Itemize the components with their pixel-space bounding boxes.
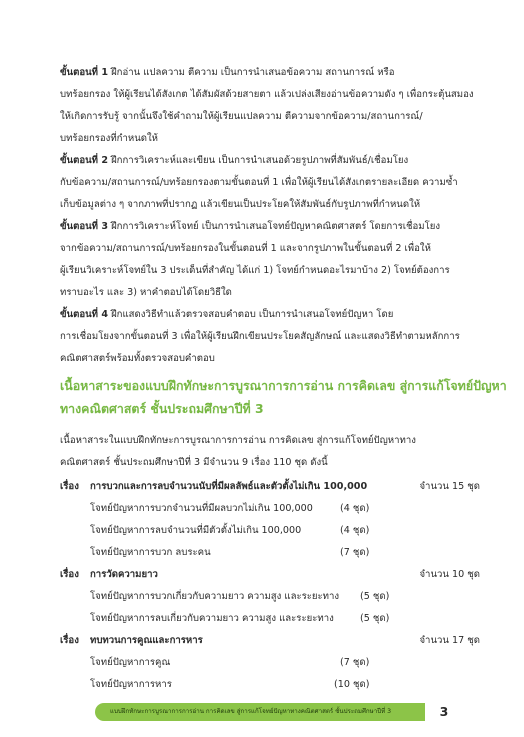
unit-label: เรื่อง: [60, 481, 79, 492]
footer-text: แบบฝึกทักษะการบูรณาการการอ่าน การคิดเลข สู่การแก้โจทย์ปัญหาทางคณิตศาสตร์ ชั้นประถมศึกษาปีที่ 3: [110, 708, 392, 715]
section-heading-line-1: เนื้อหาสาระของแบบฝึกทักษะการบูรณาการการอ่าน การคิดเลข สู่การแก้โจทย์ปัญหา: [60, 378, 507, 393]
problem-name: โจทย์ปัญหาการลบเกี่ยวกับความยาว ความสูง และระยะทาง: [90, 613, 334, 624]
problem-name: โจทย์ปัญหาการบวกจำนวนที่มีผลบวกไม่เกิน 100,000: [90, 503, 313, 514]
unit-count: จำนวน 17 ชุด: [419, 635, 480, 646]
step-2-line-2: กับข้อความ/สถานการณ์/บทร้อยกรองตามขั้นตอนที่ 1 เพื่อให้ผู้เรียนได้สังเกตรายละเอียด ความซ้ำ: [60, 177, 458, 188]
problem-qty: (4 ชุด): [340, 503, 370, 514]
step-3-line-1: ขั้นตอนที่ 3 ฝึกการวิเคราะห์โจทย์ เป็นการนำเสนอโจทย์ปัญหาคณิตศาสตร์ โดยการเชื่อมโยง: [60, 221, 441, 232]
problem-item: [90, 586, 390, 608]
intro-paragraph: [60, 430, 480, 474]
intro-line-1: เนื้อหาสาระในแบบฝึกทักษะการบูรณาการการอ่าน การคิดเลข สู่การแก้โจทย์ปัญหาทาง: [60, 435, 416, 446]
unit-count: จำนวน 10 ชุด: [419, 569, 480, 580]
step-1-line-4: บทร้อยกรองที่กำหนดให้: [60, 133, 158, 144]
problem-item: [90, 652, 390, 674]
step-4-line-3: คณิตศาสตร์พร้อมทั้งตรวจสอบคำตอบ: [60, 353, 215, 364]
problem-qty: (7 ชุด): [340, 547, 370, 558]
section-heading-line-2: ทางคณิตศาสตร์ ชั้นประถมศึกษาปีที่ 3: [60, 401, 264, 416]
unit-title: การบวกและการลบจำนวนนับที่มีผลลัพธ์และตัวตั้งไม่เกิน 100,000: [90, 481, 368, 492]
problem-qty: (5 ชุด): [360, 613, 390, 624]
section-heading: [60, 374, 507, 420]
step-label: ขั้นตอนที่ 2: [60, 155, 109, 166]
problem-qty: (5 ชุด): [360, 591, 390, 602]
step-1-line-1: ขั้นตอนที่ 1 ฝึกอ่าน แปลความ ตีความ เป็นการนำเสนอข้อความ สถานการณ์ หรือ: [60, 67, 395, 78]
step-3-paragraph: [60, 216, 478, 304]
problem-name: โจทย์ปัญหาการคูณ: [90, 657, 171, 668]
problem-name: โจทย์ปัญหาการลบจำนวนที่มีตัวตั้งไม่เกิน 100,000: [90, 525, 302, 536]
problem-item: [90, 608, 390, 630]
unit-row: [60, 476, 480, 498]
unit-label: เรื่อง: [60, 569, 79, 580]
step-3-line-3: ผู้เรียนวิเคราะห์โจทย์ใน 3 ประเด็นที่สำคัญ ได้แก่ 1) โจทย์กำหนดอะไรมาบ้าง 2) โจทย์ต้องการ: [60, 265, 450, 276]
step-3-line-4: ทราบอะไร และ 3) หาคำตอบได้โดยวิธีใด: [60, 287, 232, 298]
step-1-line-2: บทร้อยกรอง ให้ผู้เรียนได้สังเกต ได้สัมผัสด้วยสายตา แล้วเปล่งเสียงอ่านข้อความดัง ๆ เพื่อกระตุ้นสมอง: [60, 89, 474, 100]
problem-name: โจทย์ปัญหาการบวกเกี่ยวกับความยาว ความสูง และระยะทาง: [90, 591, 340, 602]
unit-count: จำนวน 15 ชุด: [419, 481, 480, 492]
problem-name: โจทย์ปัญหาการหาร: [90, 679, 172, 690]
step-4-paragraph: [60, 304, 478, 370]
intro-line-2: คณิตศาสตร์ ชั้นประถมศึกษาปีที่ 3 มีจำนวน 9 เรื่อง 110 ชุด ดังนี้: [60, 457, 328, 468]
step-4-line-2: การเชื่อมโยงจากขั้นตอนที่ 3 เพื่อให้ผู้เรียนฝึกเขียนประโยคสัญลักษณ์ และแสดงวิธีทำตามหลักการ: [60, 331, 460, 342]
problem-item: [90, 542, 390, 564]
problem-qty: (4 ชุด): [340, 525, 370, 536]
problem-item: [90, 498, 390, 520]
step-label: ขั้นตอนที่ 4: [60, 309, 109, 320]
unit-title: ทบทวนการคูณและการหาร: [90, 635, 203, 646]
step-3-line-2: จากข้อความ/สถานการณ์/บทร้อยกรองในขั้นตอนที่ 1 และจากรูปภาพในขั้นตอนที่ 2 เพื่อให้: [60, 243, 431, 254]
unit-title: การวัดความยาว: [90, 569, 158, 580]
step-2-line-3: เก็บข้อมูลต่าง ๆ จากภาพที่ปรากฏ แล้วเขียนเป็นประโยคให้สัมพันธ์กับรูปภาพที่กำหนดให้: [60, 199, 421, 210]
step-1-line-3: ให้เกิดการรับรู้ จากนั้นจึงใช้คำถามให้ผู้เรียนแปลความ ตีความจากข้อความ/สถานการณ์/: [60, 111, 423, 122]
step-label: ขั้นตอนที่ 3: [60, 221, 109, 232]
step-1-paragraph: [60, 62, 478, 150]
page-number: 3: [439, 704, 449, 719]
step-4-line-1: ขั้นตอนที่ 4 ฝึกแสดงวิธีทำแล้วตรวจสอบคำตอบ เป็นการนำเสนอโจทย์ปัญหา โดย: [60, 309, 394, 320]
step-label: ขั้นตอนที่ 1: [60, 67, 109, 78]
problem-item: [90, 520, 390, 542]
step-2-paragraph: [60, 150, 478, 216]
problem-item: [90, 674, 390, 696]
step-2-line-1: ขั้นตอนที่ 2 ฝึกการวิเคราะห์และเขียน เป็นการนำเสนอด้วยรูปภาพที่สัมพันธ์/เชื่อมโยง: [60, 155, 409, 166]
problem-qty: (7 ชุด): [340, 657, 370, 668]
unit-label: เรื่อง: [60, 635, 79, 646]
unit-row: [60, 630, 480, 652]
unit-row: [60, 564, 480, 586]
problem-name: โจทย์ปัญหาการบวก ลบระคน: [90, 547, 211, 558]
problem-qty: (10 ชุด): [334, 679, 370, 690]
